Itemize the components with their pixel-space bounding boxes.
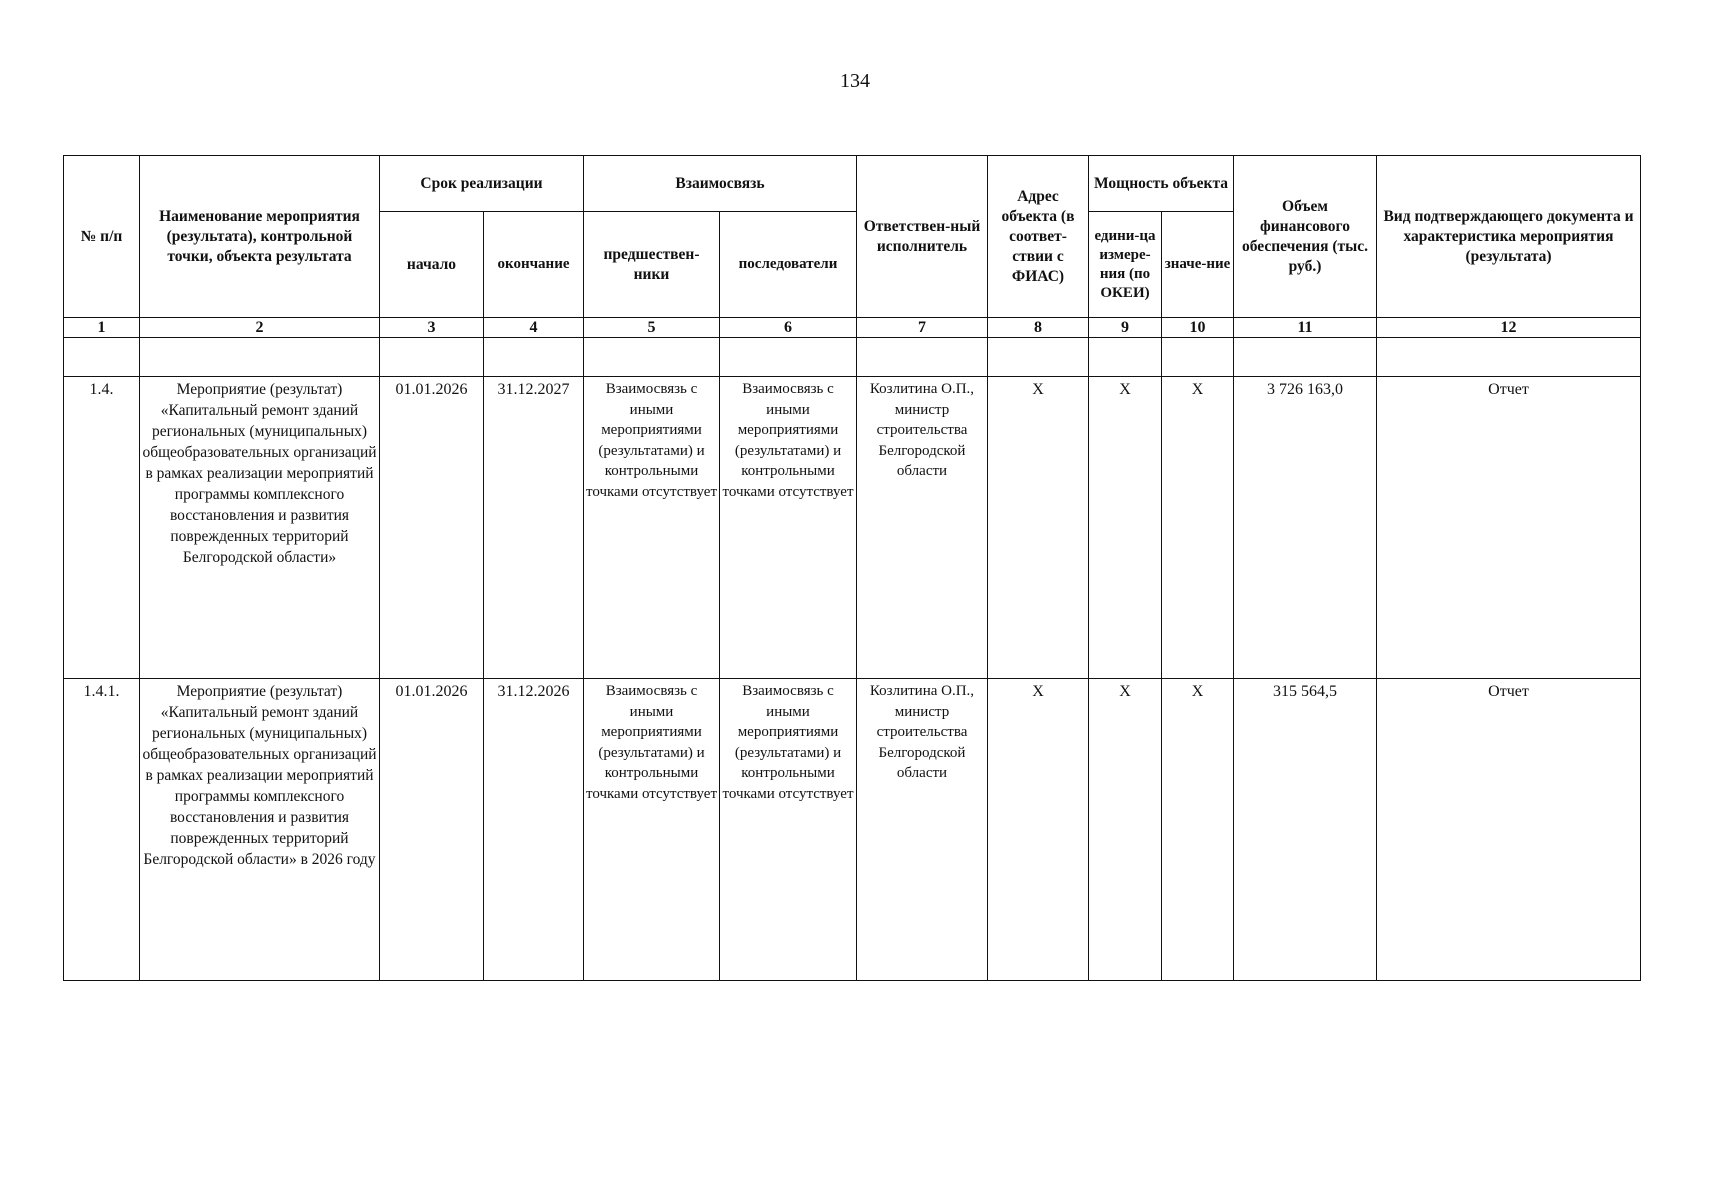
empty-cell xyxy=(484,338,584,377)
header-end: окончание xyxy=(484,212,584,318)
column-number: 1 xyxy=(64,318,140,338)
activities-table xyxy=(63,155,1641,981)
header-name: Наименование мероприятия (результата), контрольной точки, объекта результата xyxy=(140,156,380,318)
end-date: 31.12.2026 xyxy=(484,679,584,981)
column-number: 4 xyxy=(484,318,584,338)
empty-cell xyxy=(1089,338,1162,377)
empty-cell xyxy=(380,338,484,377)
predecessors: Взаимосвязь с иными мероприятиями (результатами) и контрольными точками отсутствует xyxy=(584,679,720,981)
column-number: 2 xyxy=(140,318,380,338)
header-start: начало xyxy=(380,212,484,318)
predecessors: Взаимосвязь с иными мероприятиями (результатами) и контрольными точками отсутствует xyxy=(584,377,720,679)
empty-cell xyxy=(140,338,380,377)
funding: 3 726 163,0 xyxy=(1234,377,1377,679)
header-link-group: Взаимосвязь xyxy=(584,156,857,212)
successors: Взаимосвязь с иными мероприятиями (результатами) и контрольными точками отсутствует xyxy=(720,377,857,679)
funding: 315 564,5 xyxy=(1234,679,1377,981)
header-address: Адрес объекта (в соответ-ствии с ФИАС) xyxy=(988,156,1089,318)
header-predecessors: предшествен-ники xyxy=(584,212,720,318)
end-date: 31.12.2027 xyxy=(484,377,584,679)
header-successors: последователи xyxy=(720,212,857,318)
value: X xyxy=(1162,377,1234,679)
start-date: 01.01.2026 xyxy=(380,377,484,679)
column-number: 5 xyxy=(584,318,720,338)
header-row-1 xyxy=(64,156,1641,212)
column-number: 3 xyxy=(380,318,484,338)
value: X xyxy=(1162,679,1234,981)
column-number: 6 xyxy=(720,318,857,338)
empty-cell xyxy=(857,338,988,377)
table-row xyxy=(64,377,1641,679)
empty-row xyxy=(64,338,1641,377)
empty-cell xyxy=(1234,338,1377,377)
header-term-group: Срок реализации xyxy=(380,156,584,212)
table-row xyxy=(64,679,1641,981)
column-number: 7 xyxy=(857,318,988,338)
row-number: 1.4. xyxy=(64,377,140,679)
column-number: 9 xyxy=(1089,318,1162,338)
header-value: значе-ние xyxy=(1162,212,1234,318)
header-document: Вид подтверждающего документа и характеристика мероприятия (результата) xyxy=(1377,156,1641,318)
responsible: Козлитина О.П., министр строительства Белгородской области xyxy=(857,679,988,981)
header-capacity-group: Мощность объекта xyxy=(1089,156,1234,212)
empty-cell xyxy=(988,338,1089,377)
page-number: 134 xyxy=(840,70,870,92)
row-number: 1.4.1. xyxy=(64,679,140,981)
address: X xyxy=(988,679,1089,981)
activity-name: Мероприятие (результат) «Капитальный ремонт зданий региональных (муниципальных) общеобразовательных организаций в рамках реализации мероприятий программы комплексного восстановления и развития поврежденных территорий Белгородской области» xyxy=(140,377,380,679)
column-numbers-row xyxy=(64,318,1641,338)
header-responsible: Ответствен-ный исполнитель xyxy=(857,156,988,318)
header-number: № п/п xyxy=(64,156,140,318)
empty-cell xyxy=(1377,338,1641,377)
column-number: 8 xyxy=(988,318,1089,338)
column-number: 10 xyxy=(1162,318,1234,338)
document-type: Отчет xyxy=(1377,377,1641,679)
unit: X xyxy=(1089,679,1162,981)
address: X xyxy=(988,377,1089,679)
responsible: Козлитина О.П., министр строительства Белгородской области xyxy=(857,377,988,679)
empty-cell xyxy=(1162,338,1234,377)
empty-cell xyxy=(64,338,140,377)
start-date: 01.01.2026 xyxy=(380,679,484,981)
header-funding: Объем финансового обеспечения (тыс. руб.) xyxy=(1234,156,1377,318)
successors: Взаимосвязь с иными мероприятиями (результатами) и контрольными точками отсутствует xyxy=(720,679,857,981)
empty-cell xyxy=(720,338,857,377)
activity-name: Мероприятие (результат) «Капитальный ремонт зданий региональных (муниципальных) общеобразовательных организаций в рамках реализации мероприятий программы комплексного восстановления и развития поврежденных территорий Белгородской области» в 2026 году xyxy=(140,679,380,981)
column-number: 11 xyxy=(1234,318,1377,338)
header-unit: едини-ца измере-ния (по ОКЕИ) xyxy=(1089,212,1162,318)
empty-cell xyxy=(584,338,720,377)
column-number: 12 xyxy=(1377,318,1641,338)
document-type: Отчет xyxy=(1377,679,1641,981)
unit: X xyxy=(1089,377,1162,679)
